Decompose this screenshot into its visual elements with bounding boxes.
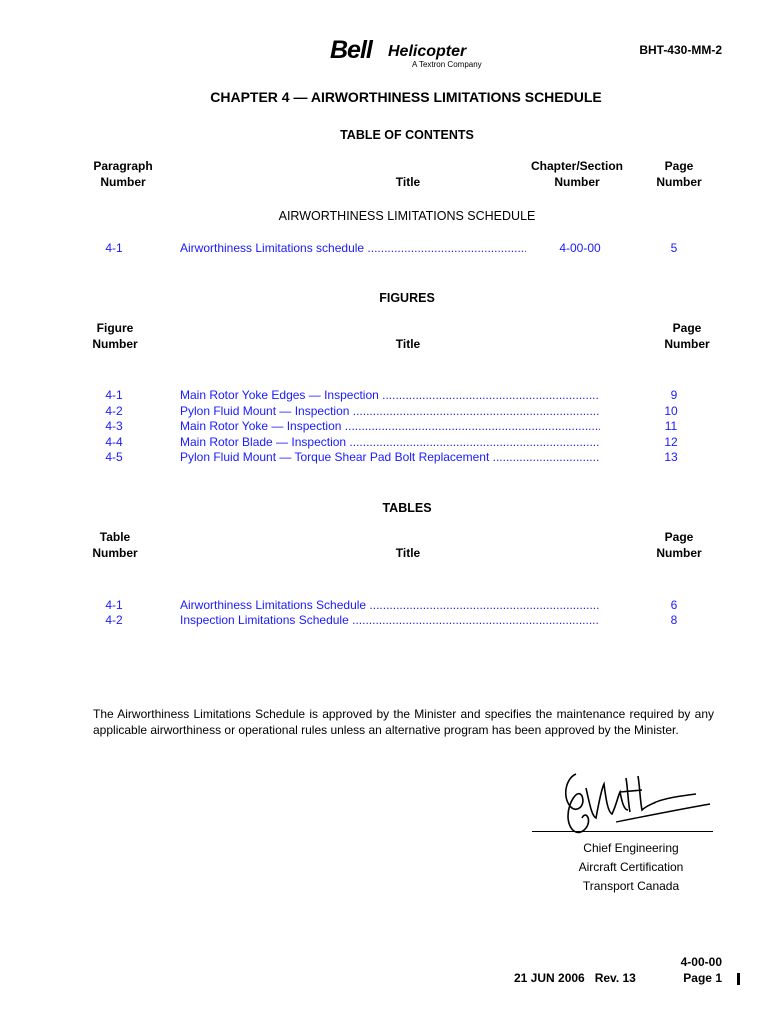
tables-header-number	[80, 529, 150, 561]
signatory-title: Chief Engineering	[583, 841, 679, 855]
figures-title: FIGURES	[379, 291, 435, 305]
row-title-link[interactable]: Main Rotor Yoke — Inspection .....	[180, 419, 600, 435]
row-section: 4-00-00	[559, 241, 601, 255]
chapter-title: CHAPTER 4 — AIRWORTHINESS LIMITATIONS SCHEDULE	[210, 89, 602, 105]
document-number: BHT-430-MM-2	[639, 43, 722, 57]
toc-header-page	[644, 158, 714, 190]
approval-note: The Airworthiness Limitations Schedule is approved by the Minister and specifies the maintenance required by any applicable airworthiness or operational rules unless an alternative program has been approved by the Minister.	[93, 707, 714, 737]
header-text: Figure	[96, 321, 134, 335]
toc-title: TABLE OF CONTENTS	[340, 128, 474, 142]
header-text: Number	[100, 175, 146, 189]
row-title-link[interactable]: Pylon Fluid Mount — Inspection .....	[180, 404, 600, 420]
row-number: 4-2	[105, 403, 123, 418]
footer-page-number: Page 1	[683, 971, 722, 985]
header-text: Table	[99, 530, 131, 544]
row-page: 9	[670, 388, 678, 402]
toc-header-section	[520, 158, 634, 190]
row-page: 8	[670, 613, 678, 627]
row-number: 4-1	[105, 597, 123, 612]
toc-header-paragraph	[80, 158, 166, 190]
header-text: Page	[664, 159, 694, 173]
logo-tagline: A Textron Company	[412, 60, 482, 69]
toc-group-heading: AIRWORTHINESS LIMITATIONS SCHEDULE	[278, 209, 536, 223]
header-text: Paragraph	[93, 159, 153, 173]
tables-header-title: Title	[395, 546, 421, 560]
header-text: Number	[554, 175, 600, 189]
helicopter-logo-text: Helicopter	[388, 43, 467, 60]
footer-date-revision: 21 JUN 2006 Rev. 13	[514, 971, 636, 985]
header-text: Number	[656, 546, 702, 560]
signatory-block	[556, 839, 706, 896]
row-title-link[interactable]: Airworthiness Limitations Schedule .....	[180, 598, 600, 614]
header-text: Chapter/Section	[530, 159, 623, 173]
header-text: Number	[656, 175, 702, 189]
header-text: Page	[664, 530, 694, 544]
figures-header-page	[644, 320, 730, 352]
tables-header-page	[644, 529, 714, 561]
row-number: 4-4	[105, 434, 123, 449]
figures-header-number	[80, 320, 150, 352]
row-title-link[interactable]: Main Rotor Blade — Inspection .....	[180, 435, 600, 451]
row-page: 11	[664, 419, 678, 433]
row-number: 4-1	[105, 388, 123, 402]
header-text: Page	[672, 321, 702, 335]
toc-header-title: Title	[395, 175, 421, 189]
row-page: 10	[664, 403, 678, 418]
header-text: Number	[92, 337, 138, 351]
tables-title: TABLES	[382, 501, 432, 515]
row-page: 13	[664, 450, 678, 464]
row-number: 4-3	[105, 419, 123, 433]
signatory-organization: Transport Canada	[582, 879, 680, 893]
bell-logo: Bell	[330, 36, 372, 64]
row-page: 5	[670, 241, 678, 255]
row-title-link[interactable]: Pylon Fluid Mount — Torque Shear Pad Bolt Replacement .....	[180, 450, 600, 466]
row-page: 12	[664, 434, 678, 449]
footer-section-number: 4-00-00	[680, 955, 722, 969]
row-page: 6	[670, 597, 678, 612]
change-bar	[737, 973, 740, 985]
row-number: 4-1	[105, 241, 123, 255]
signatory-department: Aircraft Certification	[578, 860, 684, 874]
header-text: Number	[664, 337, 710, 351]
row-number: 4-2	[105, 613, 123, 627]
row-title-link[interactable]: Airworthiness Limitations schedule .....	[180, 241, 526, 257]
figures-header-title: Title	[395, 337, 421, 351]
row-title-link[interactable]: Inspection Limitations Schedule .....	[180, 613, 600, 629]
signature-line	[532, 831, 713, 832]
row-title-link[interactable]: Main Rotor Yoke Edges — Inspection .....	[180, 388, 600, 404]
row-number: 4-5	[105, 450, 123, 464]
header-text: Number	[92, 546, 138, 560]
